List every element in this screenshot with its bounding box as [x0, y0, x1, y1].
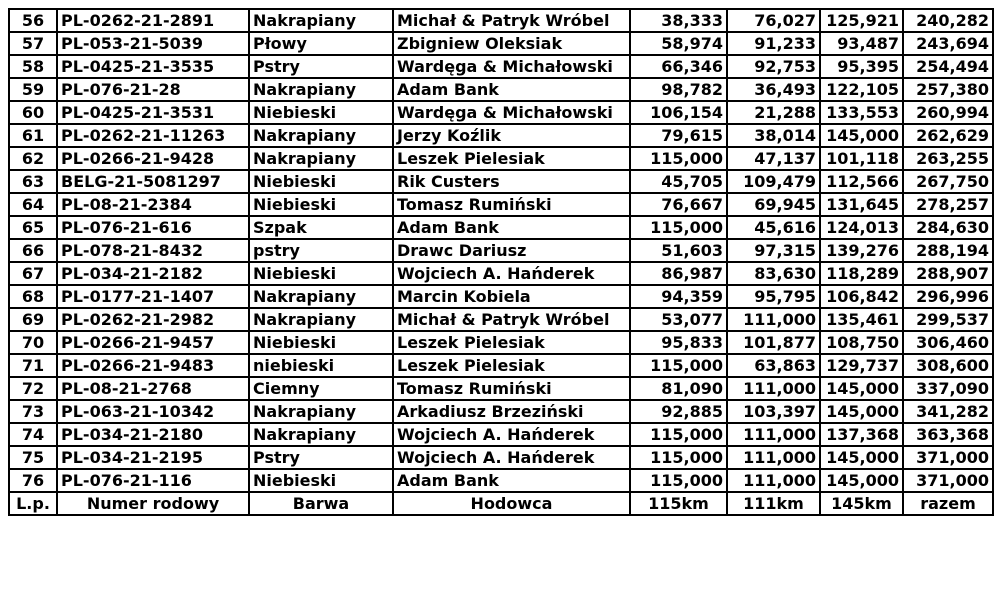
table-row [9, 423, 993, 446]
cell-hodowca: Leszek Pielesiak [393, 354, 630, 377]
table-footer-row [9, 492, 993, 515]
cell-hodowca: Adam Bank [393, 78, 630, 101]
cell-lp: 76 [9, 469, 57, 492]
footer-barwa: Barwa [249, 492, 393, 515]
cell-115km: 115,000 [630, 216, 727, 239]
cell-hodowca: Adam Bank [393, 469, 630, 492]
cell-lp: 66 [9, 239, 57, 262]
cell-145km: 122,105 [820, 78, 903, 101]
cell-hodowca: Leszek Pielesiak [393, 147, 630, 170]
cell-razem: 267,750 [903, 170, 993, 193]
cell-barwa: pstry [249, 239, 393, 262]
cell-lp: 64 [9, 193, 57, 216]
cell-numer-rodowy: PL-076-21-28 [57, 78, 249, 101]
table-row [9, 377, 993, 400]
cell-numer-rodowy: PL-0266-21-9428 [57, 147, 249, 170]
cell-111km: 63,863 [727, 354, 820, 377]
cell-lp: 61 [9, 124, 57, 147]
cell-115km: 53,077 [630, 308, 727, 331]
cell-barwa: Płowy [249, 32, 393, 55]
cell-145km: 137,368 [820, 423, 903, 446]
cell-111km: 101,877 [727, 331, 820, 354]
cell-145km: 129,737 [820, 354, 903, 377]
cell-115km: 76,667 [630, 193, 727, 216]
table-body [9, 9, 993, 492]
cell-barwa: Niebieski [249, 331, 393, 354]
cell-barwa: Nakrapiany [249, 78, 393, 101]
cell-lp: 58 [9, 55, 57, 78]
cell-hodowca: Adam Bank [393, 216, 630, 239]
table-row [9, 101, 993, 124]
cell-111km: 111,000 [727, 446, 820, 469]
cell-115km: 38,333 [630, 9, 727, 32]
cell-lp: 56 [9, 9, 57, 32]
cell-lp: 69 [9, 308, 57, 331]
results-table [8, 8, 994, 516]
cell-numer-rodowy: PL-034-21-2180 [57, 423, 249, 446]
cell-115km: 86,987 [630, 262, 727, 285]
cell-numer-rodowy: PL-0177-21-1407 [57, 285, 249, 308]
footer-razem: razem [903, 492, 993, 515]
cell-111km: 97,315 [727, 239, 820, 262]
cell-razem: 337,090 [903, 377, 993, 400]
cell-145km: 145,000 [820, 446, 903, 469]
cell-hodowca: Jerzy Koźlik [393, 124, 630, 147]
cell-145km: 145,000 [820, 377, 903, 400]
cell-numer-rodowy: PL-076-21-116 [57, 469, 249, 492]
cell-145km: 145,000 [820, 469, 903, 492]
table-row [9, 170, 993, 193]
cell-numer-rodowy: PL-0266-21-9457 [57, 331, 249, 354]
footer-numer: Numer rodowy [57, 492, 249, 515]
cell-hodowca: Leszek Pielesiak [393, 331, 630, 354]
cell-barwa: Pstry [249, 55, 393, 78]
cell-111km: 103,397 [727, 400, 820, 423]
cell-lp: 72 [9, 377, 57, 400]
cell-hodowca: Drawc Dariusz [393, 239, 630, 262]
cell-115km: 95,833 [630, 331, 727, 354]
table-row [9, 239, 993, 262]
table-row [9, 216, 993, 239]
cell-lp: 68 [9, 285, 57, 308]
cell-111km: 109,479 [727, 170, 820, 193]
cell-razem: 263,255 [903, 147, 993, 170]
table-row [9, 262, 993, 285]
table-row [9, 400, 993, 423]
cell-numer-rodowy: PL-063-21-10342 [57, 400, 249, 423]
cell-numer-rodowy: PL-0262-21-11263 [57, 124, 249, 147]
cell-razem: 371,000 [903, 469, 993, 492]
cell-111km: 36,493 [727, 78, 820, 101]
cell-barwa: Niebieski [249, 262, 393, 285]
cell-hodowca: Wojciech A. Hańderek [393, 262, 630, 285]
cell-barwa: Nakrapiany [249, 285, 393, 308]
cell-115km: 115,000 [630, 469, 727, 492]
cell-numer-rodowy: PL-076-21-616 [57, 216, 249, 239]
table-row [9, 331, 993, 354]
cell-115km: 81,090 [630, 377, 727, 400]
table-row [9, 55, 993, 78]
cell-numer-rodowy: PL-078-21-8432 [57, 239, 249, 262]
table-row [9, 124, 993, 147]
cell-lp: 62 [9, 147, 57, 170]
cell-numer-rodowy: PL-053-21-5039 [57, 32, 249, 55]
cell-numer-rodowy: PL-0425-21-3535 [57, 55, 249, 78]
cell-111km: 111,000 [727, 423, 820, 446]
cell-razem: 288,907 [903, 262, 993, 285]
cell-115km: 79,615 [630, 124, 727, 147]
cell-razem: 363,368 [903, 423, 993, 446]
cell-razem: 306,460 [903, 331, 993, 354]
cell-115km: 115,000 [630, 423, 727, 446]
cell-115km: 51,603 [630, 239, 727, 262]
table-row [9, 32, 993, 55]
cell-barwa: Nakrapiany [249, 400, 393, 423]
cell-lp: 57 [9, 32, 57, 55]
cell-111km: 95,795 [727, 285, 820, 308]
cell-numer-rodowy: BELG-21-5081297 [57, 170, 249, 193]
cell-115km: 45,705 [630, 170, 727, 193]
cell-115km: 66,346 [630, 55, 727, 78]
cell-lp: 70 [9, 331, 57, 354]
cell-barwa: niebieski [249, 354, 393, 377]
cell-145km: 145,000 [820, 400, 903, 423]
cell-hodowca: Marcin Kobiela [393, 285, 630, 308]
cell-barwa: Nakrapiany [249, 423, 393, 446]
footer-145km: 145km [820, 492, 903, 515]
cell-115km: 106,154 [630, 101, 727, 124]
cell-lp: 65 [9, 216, 57, 239]
cell-lp: 75 [9, 446, 57, 469]
cell-barwa: Niebieski [249, 101, 393, 124]
footer-hodowca: Hodowca [393, 492, 630, 515]
cell-numer-rodowy: PL-0262-21-2891 [57, 9, 249, 32]
cell-111km: 38,014 [727, 124, 820, 147]
cell-115km: 115,000 [630, 354, 727, 377]
cell-barwa: Ciemny [249, 377, 393, 400]
table-row [9, 285, 993, 308]
cell-hodowca: Michał & Patryk Wróbel [393, 308, 630, 331]
cell-111km: 92,753 [727, 55, 820, 78]
cell-barwa: Niebieski [249, 469, 393, 492]
cell-barwa: Pstry [249, 446, 393, 469]
cell-razem: 284,630 [903, 216, 993, 239]
cell-lp: 71 [9, 354, 57, 377]
cell-razem: 240,282 [903, 9, 993, 32]
cell-lp: 73 [9, 400, 57, 423]
cell-115km: 92,885 [630, 400, 727, 423]
cell-lp: 74 [9, 423, 57, 446]
cell-barwa: Nakrapiany [249, 147, 393, 170]
cell-145km: 95,395 [820, 55, 903, 78]
cell-hodowca: Wojciech A. Hańderek [393, 446, 630, 469]
cell-111km: 111,000 [727, 308, 820, 331]
cell-hodowca: Wojciech A. Hańderek [393, 423, 630, 446]
cell-barwa: Nakrapiany [249, 9, 393, 32]
cell-111km: 45,616 [727, 216, 820, 239]
cell-numer-rodowy: PL-034-21-2195 [57, 446, 249, 469]
cell-hodowca: Tomasz Rumiński [393, 377, 630, 400]
cell-145km: 125,921 [820, 9, 903, 32]
cell-razem: 278,257 [903, 193, 993, 216]
table-row [9, 446, 993, 469]
cell-hodowca: Tomasz Rumiński [393, 193, 630, 216]
cell-145km: 93,487 [820, 32, 903, 55]
footer-lp: L.p. [9, 492, 57, 515]
cell-115km: 115,000 [630, 446, 727, 469]
cell-111km: 111,000 [727, 377, 820, 400]
cell-111km: 47,137 [727, 147, 820, 170]
cell-lp: 60 [9, 101, 57, 124]
cell-razem: 296,996 [903, 285, 993, 308]
cell-numer-rodowy: PL-0262-21-2982 [57, 308, 249, 331]
cell-145km: 108,750 [820, 331, 903, 354]
cell-numer-rodowy: PL-08-21-2768 [57, 377, 249, 400]
cell-numer-rodowy: PL-0425-21-3531 [57, 101, 249, 124]
cell-barwa: Szpak [249, 216, 393, 239]
table-row [9, 78, 993, 101]
cell-razem: 257,380 [903, 78, 993, 101]
cell-111km: 76,027 [727, 9, 820, 32]
cell-115km: 98,782 [630, 78, 727, 101]
cell-145km: 135,461 [820, 308, 903, 331]
table-row [9, 354, 993, 377]
cell-115km: 58,974 [630, 32, 727, 55]
cell-111km: 69,945 [727, 193, 820, 216]
table-row [9, 308, 993, 331]
cell-razem: 260,994 [903, 101, 993, 124]
cell-145km: 112,566 [820, 170, 903, 193]
cell-145km: 145,000 [820, 124, 903, 147]
table-row [9, 193, 993, 216]
cell-lp: 59 [9, 78, 57, 101]
cell-111km: 91,233 [727, 32, 820, 55]
cell-barwa: Niebieski [249, 170, 393, 193]
cell-razem: 308,600 [903, 354, 993, 377]
cell-razem: 243,694 [903, 32, 993, 55]
cell-razem: 288,194 [903, 239, 993, 262]
cell-numer-rodowy: PL-08-21-2384 [57, 193, 249, 216]
cell-111km: 111,000 [727, 469, 820, 492]
table-row [9, 147, 993, 170]
cell-razem: 371,000 [903, 446, 993, 469]
cell-numer-rodowy: PL-0266-21-9483 [57, 354, 249, 377]
cell-hodowca: Zbigniew Oleksiak [393, 32, 630, 55]
cell-numer-rodowy: PL-034-21-2182 [57, 262, 249, 285]
cell-razem: 262,629 [903, 124, 993, 147]
cell-lp: 67 [9, 262, 57, 285]
cell-111km: 21,288 [727, 101, 820, 124]
cell-hodowca: Rik Custers [393, 170, 630, 193]
cell-145km: 106,842 [820, 285, 903, 308]
cell-115km: 115,000 [630, 147, 727, 170]
table-row [9, 9, 993, 32]
cell-razem: 341,282 [903, 400, 993, 423]
cell-hodowca: Wardęga & Michałowski [393, 101, 630, 124]
cell-145km: 118,289 [820, 262, 903, 285]
cell-hodowca: Wardęga & Michałowski [393, 55, 630, 78]
cell-hodowca: Arkadiusz Brzeziński [393, 400, 630, 423]
cell-razem: 299,537 [903, 308, 993, 331]
cell-barwa: Nakrapiany [249, 308, 393, 331]
cell-razem: 254,494 [903, 55, 993, 78]
cell-145km: 131,645 [820, 193, 903, 216]
footer-115km: 115km [630, 492, 727, 515]
cell-115km: 94,359 [630, 285, 727, 308]
cell-lp: 63 [9, 170, 57, 193]
cell-barwa: Niebieski [249, 193, 393, 216]
cell-111km: 83,630 [727, 262, 820, 285]
cell-145km: 133,553 [820, 101, 903, 124]
cell-145km: 139,276 [820, 239, 903, 262]
cell-145km: 101,118 [820, 147, 903, 170]
cell-barwa: Nakrapiany [249, 124, 393, 147]
cell-145km: 124,013 [820, 216, 903, 239]
cell-hodowca: Michał & Patryk Wróbel [393, 9, 630, 32]
footer-111km: 111km [727, 492, 820, 515]
table-row [9, 469, 993, 492]
